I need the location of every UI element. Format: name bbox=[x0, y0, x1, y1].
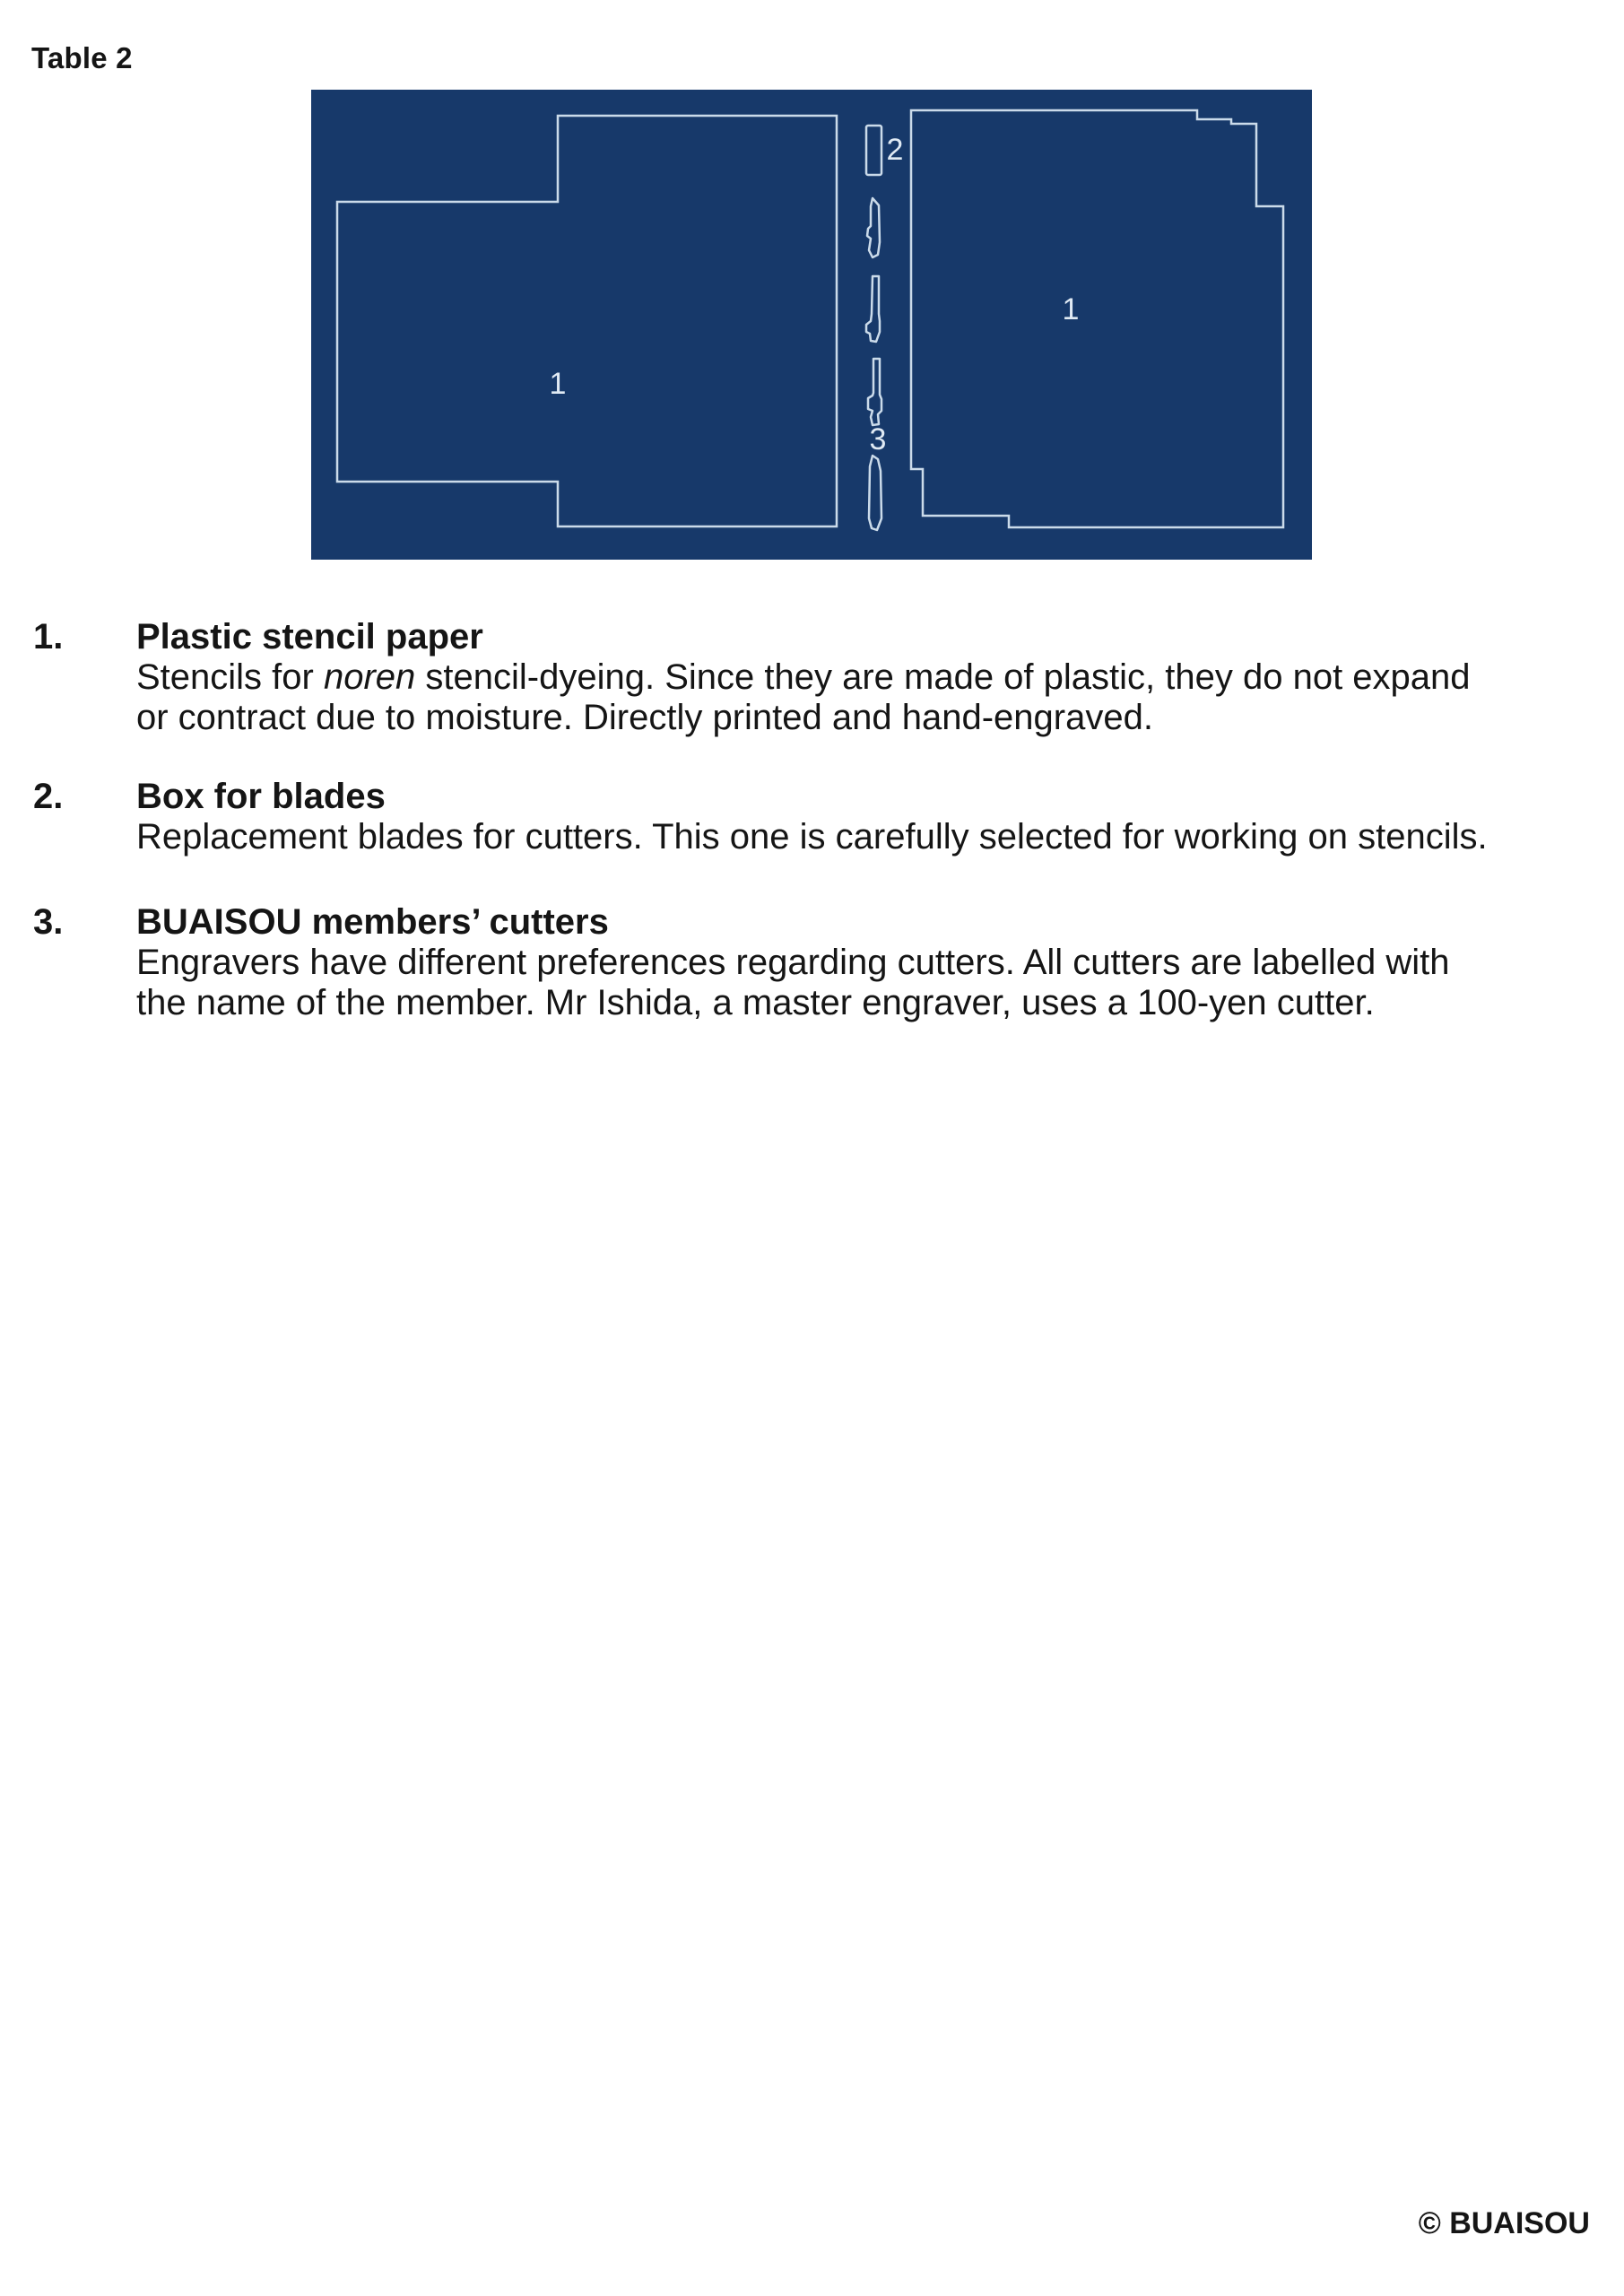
item-text bbox=[136, 617, 1471, 738]
list-item-plastic-stencil-paper bbox=[33, 617, 1471, 738]
photo-background bbox=[311, 90, 1312, 560]
item-body-line: Engravers have different preferences regarding cutters. All cutters are labelled with bbox=[136, 943, 1450, 982]
photo-label-right-stencil: 1 bbox=[1062, 292, 1080, 326]
item-text bbox=[136, 902, 1450, 1023]
photo-label-left-stencil: 1 bbox=[549, 367, 567, 401]
item-text bbox=[136, 777, 1488, 857]
list-item-members-cutters bbox=[33, 902, 1450, 1023]
item-heading: BUAISOU members’ cutters bbox=[136, 902, 609, 942]
item-body-line: or contract due to moisture. Directly printed and hand-engraved. bbox=[136, 698, 1153, 737]
italic-term: noren bbox=[323, 657, 416, 697]
item-number: 3. bbox=[33, 902, 64, 942]
stencil-photo-canvas bbox=[311, 90, 1312, 560]
body-text: stencil-dyeing. Since they are made of plastic, they do not expand bbox=[415, 657, 1471, 697]
item-number: 1. bbox=[33, 617, 64, 657]
item-heading: Box for blades bbox=[136, 777, 386, 816]
list-item-box-for-blades bbox=[33, 777, 1488, 857]
item-body-line: Replacement blades for cutters. This one is carefully selected for working on stencils. bbox=[136, 817, 1488, 857]
table-caption: Table 2 bbox=[31, 41, 133, 74]
photo-label-cutters: 3 bbox=[869, 422, 887, 457]
body-text: Stencils for bbox=[136, 657, 324, 697]
item-body-line bbox=[136, 657, 1471, 698]
item-number: 2. bbox=[33, 777, 64, 816]
copyright-notice: © BUAISOU bbox=[1418, 2206, 1590, 2240]
stencil-photo bbox=[311, 90, 1312, 560]
photo-label-blade-box: 2 bbox=[886, 133, 904, 167]
item-heading: Plastic stencil paper bbox=[136, 617, 483, 657]
item-body-line: the name of the member. Mr Ishida, a master engraver, uses a 100-yen cutter. bbox=[136, 983, 1375, 1022]
